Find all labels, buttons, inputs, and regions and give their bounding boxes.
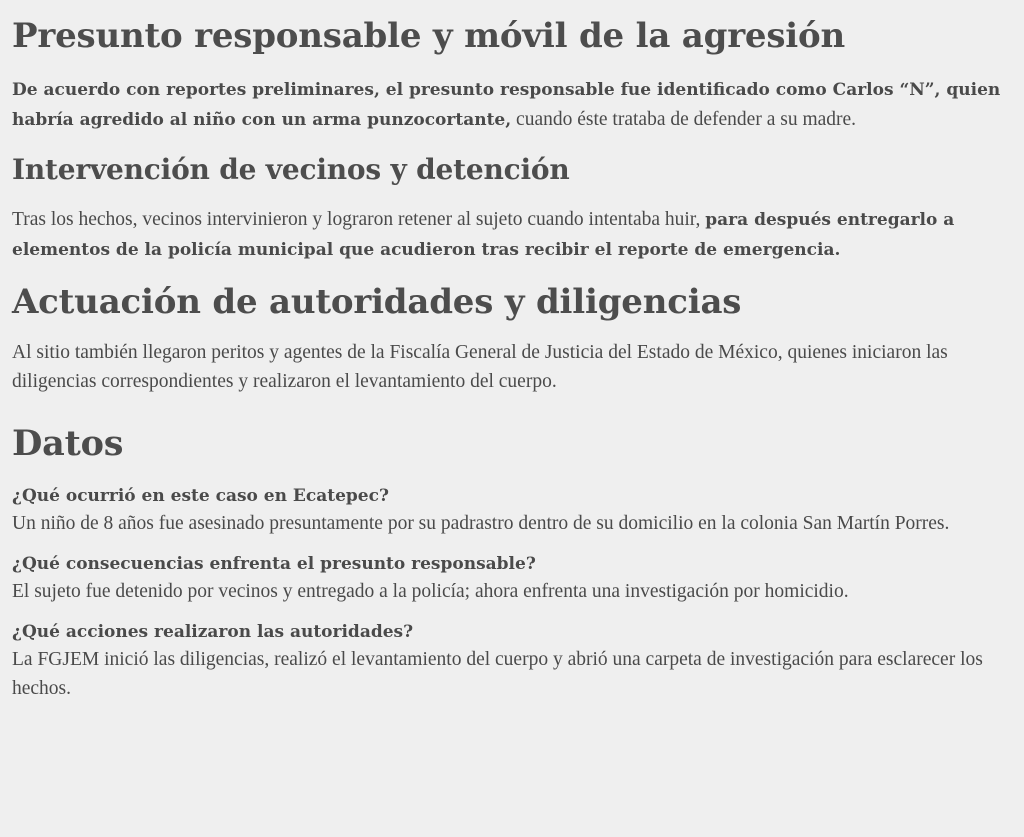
emphasis-text: para después entregarlo a elementos de la policía municipal que acudieron tras recibir el reporte de emergencia.	[12, 210, 955, 260]
section-responsable	[12, 14, 1012, 135]
faq-answer: La FGJEM inició las diligencias, realizó el levantamiento del cuerpo y abrió una carpeta de investigación para esclarecer los hechos.	[12, 649, 983, 699]
section-vecinos	[12, 152, 1012, 265]
section-paragraph-responsable	[12, 75, 1012, 135]
faq-item	[12, 551, 1012, 606]
section-title-autoridades: Actuación de autoridades y diligencias	[12, 282, 742, 322]
datos-title: Datos	[12, 423, 124, 464]
faq-answer: El sujeto fue detenido por vecinos y entregado a la policía; ahora enfrenta una investigación por homicidio.	[12, 581, 849, 602]
section-paragraph-autoridades: Al sitio también llegaron peritos y agentes de la Fiscalía General de Justicia del Estado de México, quienes iniciaron las diligencias correspondientes y realizaron el levantamiento del cuerpo.	[12, 342, 948, 392]
faq-question: ¿Qué acciones realizaron las autoridades?	[12, 622, 414, 642]
section-datos	[12, 422, 1012, 703]
faq-item	[12, 483, 1012, 538]
paragraph-text: Tras los hechos, vecinos intervinieron y lograron retener al sujeto cuando intentaba huir,	[12, 209, 706, 230]
faq-question: ¿Qué ocurrió en este caso en Ecatepec?	[12, 486, 389, 506]
faq-answer: Un niño de 8 años fue asesinado presuntamente por su padrastro dentro de su domicilio en la colonia San Martín Porres.	[12, 513, 950, 534]
paragraph-text: cuando éste trataba de defender a su madre.	[511, 109, 857, 130]
faq-item	[12, 619, 1012, 703]
section-paragraph-vecinos	[12, 205, 1012, 265]
section-title-vecinos: Intervención de vecinos y detención	[12, 153, 570, 186]
section-title-responsable: Presunto responsable y móvil de la agresión	[12, 16, 845, 56]
emphasis-text: De acuerdo con reportes preliminares, el presunto responsable fue identificado como Carlos “N”, quien habría agredido al niño con un arma punzocortante,	[12, 80, 1001, 130]
section-autoridades	[12, 280, 1012, 396]
faq-question: ¿Qué consecuencias enfrenta el presunto responsable?	[12, 554, 536, 574]
